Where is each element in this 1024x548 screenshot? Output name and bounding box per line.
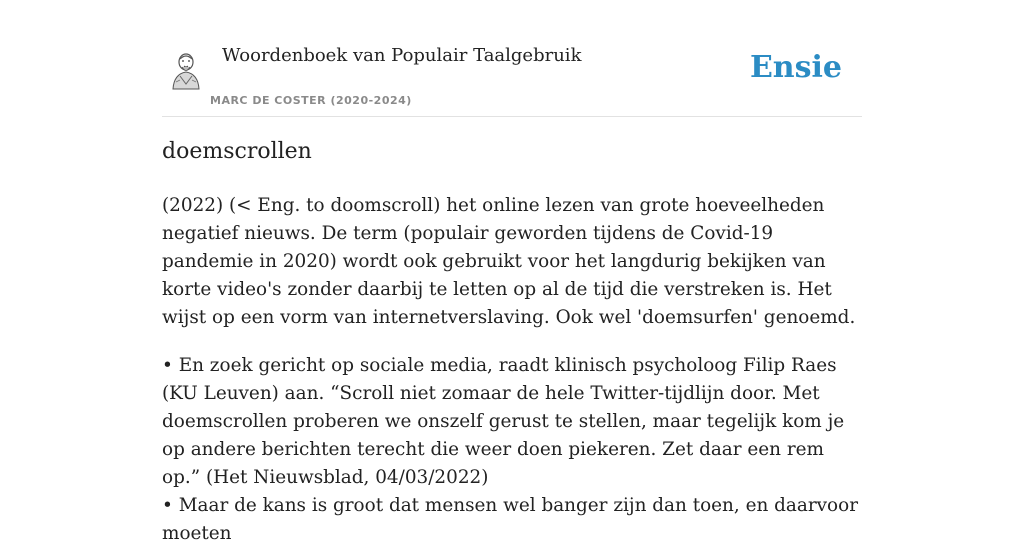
ensie-logo[interactable]: Ensie — [749, 50, 842, 85]
entry-title: doemscrollen — [162, 139, 312, 164]
author-portrait-icon — [170, 52, 202, 90]
entry-content — [162, 192, 862, 548]
dictionary-title[interactable]: Woordenboek van Populair Taalgebruik — [222, 45, 582, 66]
example-quote: • En zoek gericht op sociale media, raadt klinisch psycholoog Filip Raes (KU Leuven) aan. “Scroll niet zomaar de hele Twitter-tijdlijn door. Met doemscrollen proberen we onszelf gerust te stellen, maar tegelijk kom je op andere berichten terecht die weer doen piekeren. Zet daar een rem op.” (Het Nieuwsblad, 04/03/2022) — [162, 355, 845, 488]
entry-definition: (2022) (< Eng. to doomscroll) het online lezen van grote hoeveelheden negatief nieuws. De term (populair geworden tijdens de Covid-19 pandemie in 2020) wordt ook gebruikt voor het langdurig bekijken van korte video's zonder daarbij te letten op al de tijd die verstreken is. Het wijst op een vorm van internetverslaving. Ook wel 'doemsurfen' genoemd. — [162, 195, 856, 328]
header — [162, 0, 862, 117]
example-quote: • Maar de kans is groot dat mensen wel banger zijn dan toen, en daarvoor moeten — [162, 495, 858, 544]
author-credit[interactable]: MARC DE COSTER (2020-2024) — [210, 94, 412, 107]
